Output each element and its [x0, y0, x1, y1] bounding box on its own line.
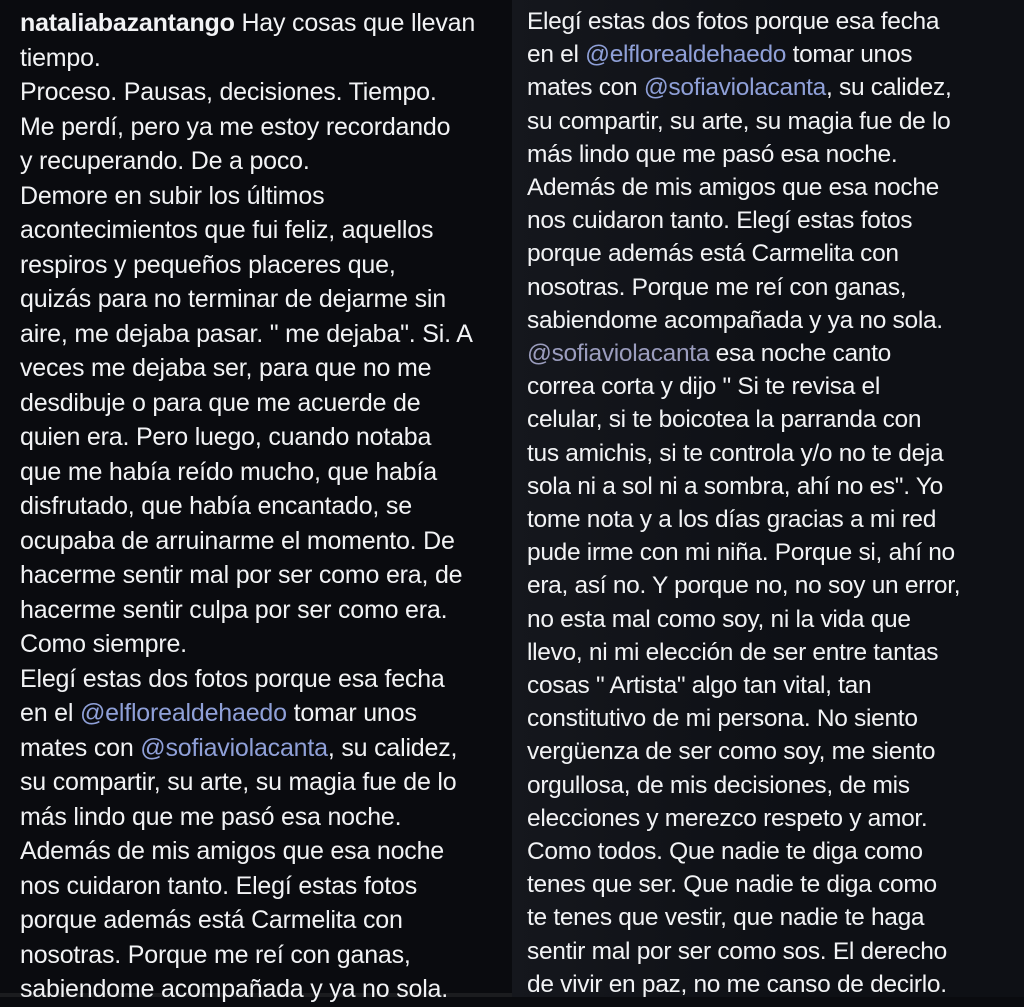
text-line [527, 702, 1021, 735]
caption-text: hacerme sentir culpa por ser como era. [20, 595, 448, 624]
caption-text: pude irme con mi niña. Porque si, ahí no [527, 539, 955, 567]
caption-text: celular, si te boicotea la parranda con [527, 406, 922, 434]
text-line [20, 455, 512, 490]
caption-text: tomar unos [786, 41, 913, 69]
text-line [20, 903, 512, 938]
caption-text: más lindo que me pasó esa noche. [527, 140, 898, 168]
text-line [527, 603, 1021, 636]
text-line [527, 935, 1021, 968]
caption-text: mates con [527, 74, 644, 102]
text-line [20, 420, 512, 455]
text-line [20, 144, 512, 179]
mention-link[interactable]: @elflorealdehaedo [79, 699, 287, 727]
text-line [20, 731, 512, 766]
caption-text: disfrutado, que había encantado, se [20, 492, 412, 520]
caption-text: sola ni a sol ni a sombra, ahí no es". Yo [527, 472, 943, 500]
text-line [527, 968, 1021, 1001]
text-line [20, 800, 512, 835]
text-line [527, 437, 1021, 470]
text-line [20, 662, 512, 697]
caption-text: vergüenza de ser como soy, me siento [527, 738, 936, 766]
text-line [20, 489, 512, 524]
caption-text: de vivir en paz, no me canso de decirlo. [527, 970, 947, 998]
caption-text: tome nota y a los días gracias a mi red [527, 506, 937, 534]
caption-text: quien era. Pero luego, cuando notaba [20, 423, 432, 451]
text-line [527, 370, 1021, 403]
caption-text: constitutivo de mi persona. No siento [527, 705, 918, 733]
mention-link[interactable]: @elflorealdehaedo [585, 41, 787, 69]
text-line [20, 351, 512, 386]
caption-text: y recuperando. De a poco. [20, 147, 310, 175]
text-line [20, 248, 512, 283]
caption-text: Demore en subir los últimos [20, 181, 325, 210]
text-line [20, 765, 512, 800]
caption-column-right [527, 5, 1021, 1001]
text-line [20, 869, 512, 904]
text-line [527, 470, 1021, 503]
text-line [527, 636, 1021, 669]
caption-text: nosotras. Porque me reí con ganas, [527, 273, 907, 301]
caption-text: cosas " Artista" algo tan vital, tan [527, 672, 872, 700]
caption-text: respiros y pequeños placeres que, [20, 250, 396, 279]
caption-text: en el [20, 699, 80, 727]
username-link[interactable]: nataliabazantango [20, 9, 235, 37]
text-line [527, 237, 1021, 270]
caption-text: orgullosa, de mis decisiones, de mis [527, 771, 910, 799]
text-line [20, 179, 512, 214]
text-line [527, 669, 1021, 702]
text-line [20, 386, 512, 421]
caption-text: quizás para no terminar de dejarme sin [20, 285, 446, 313]
text-line [527, 503, 1021, 536]
text-line [527, 171, 1021, 204]
text-line [527, 5, 1021, 38]
caption-text: más lindo que me pasó esa noche. [20, 802, 402, 831]
text-line [527, 105, 1021, 138]
text-line [527, 802, 1021, 835]
text-line [527, 138, 1021, 171]
text-line [20, 41, 512, 76]
caption-text: Además de mis amigos que esa noche [20, 837, 444, 865]
text-line [20, 75, 512, 110]
text-line [20, 627, 512, 662]
text-line [20, 6, 512, 41]
caption-text: aire, me dejaba pasar. " me dejaba". Si. A [20, 319, 473, 348]
caption-text: desdibuje o para que me acuerde de [20, 388, 421, 417]
caption-text: correa corta y dijo " Si te revisa el [527, 373, 880, 401]
caption-text: Elegí estas dos fotos porque esa fecha [527, 8, 940, 35]
text-line [527, 536, 1021, 569]
caption-text: Hay cosas que llevan [234, 9, 476, 37]
caption-text: era, así no. Y porque no, no soy un error, [527, 572, 961, 600]
caption-text: Me perdí, pero ya me estoy recordando [20, 112, 451, 141]
caption-text: tiempo. [20, 43, 101, 72]
mention-link[interactable]: @sofiaviolacanta [643, 74, 826, 102]
caption-text: tenes que ser. Que nadie te diga como [527, 871, 937, 899]
caption-text: Elegí estas dos fotos porque esa fecha [20, 664, 445, 693]
caption-text: acontecimientos que fui feliz, aquellos [20, 216, 434, 244]
caption-text: Como todos. Que nadie te diga como [527, 838, 923, 866]
text-line [527, 569, 1021, 602]
text-line [527, 403, 1021, 436]
caption-text: nosotras. Porque me reí con ganas, [20, 940, 411, 969]
caption-text: , su calidez, [826, 74, 952, 102]
text-line [20, 282, 512, 317]
caption-text: porque además está Carmelita con [20, 906, 403, 934]
text-line [20, 696, 512, 731]
text-line [20, 524, 512, 559]
text-line [20, 317, 512, 352]
caption-text: ocupaba de arruinarme el momento. De [20, 526, 455, 555]
mention-link[interactable]: @sofiaviolacanta [527, 340, 710, 368]
text-line [527, 868, 1021, 901]
text-line [527, 735, 1021, 768]
mention-link[interactable]: @sofiaviolacanta [140, 733, 328, 762]
text-line [527, 835, 1021, 868]
text-line [20, 834, 512, 869]
caption-text: Como siempre. [20, 630, 187, 658]
text-line [527, 769, 1021, 802]
caption-text: hacerme sentir mal por ser como era, de [20, 561, 463, 589]
text-line [527, 204, 1021, 237]
caption-text: Proceso. Pausas, decisiones. Tiempo. [20, 78, 437, 106]
caption-text: nos cuidaron tanto. Elegí estas fotos [20, 871, 418, 900]
text-line [20, 213, 512, 248]
caption-text: te tenes que vestir, que nadie te haga [527, 904, 925, 932]
text-line [527, 304, 1021, 337]
caption-text: no esta mal como soy, ni la vida que [527, 605, 911, 633]
text-line [20, 110, 512, 145]
caption-text: , su calidez, [327, 733, 458, 762]
caption-text: sabiendome acompañada y ya no sola. [527, 306, 943, 334]
caption-text: su compartir, su arte, su magia fue de lo [20, 768, 457, 796]
text-line [527, 38, 1021, 71]
caption-text: elecciones y merezco respeto y amor. [527, 804, 928, 832]
caption-text: mates con [20, 733, 141, 762]
caption-text: que me había reído mucho, que había [20, 457, 437, 486]
caption-text: esa noche canto [709, 340, 891, 368]
text-line [20, 558, 512, 593]
caption-text: veces me dejaba ser, para que no me [20, 354, 432, 382]
caption-text: nos cuidaron tanto. Elegí estas fotos [527, 207, 913, 235]
caption-text: tus amichis, si te controla y/o no te deja [527, 439, 944, 467]
caption-text: en el [527, 41, 586, 69]
text-line [527, 337, 1021, 370]
caption-text: llevo, ni mi elección de ser entre tantas [527, 638, 939, 666]
text-line [20, 593, 512, 628]
text-line [527, 901, 1021, 934]
caption-text: tomar unos [286, 699, 417, 727]
text-line [527, 271, 1021, 304]
caption-text: sabiendome acompañada y ya no sola. [20, 975, 449, 1003]
text-line [20, 938, 512, 973]
text-line [527, 71, 1021, 104]
text-line [20, 972, 512, 1007]
caption-text: su compartir, su arte, su magia fue de lo [527, 107, 951, 135]
caption-column-left [20, 6, 512, 1007]
caption-text: Además de mis amigos que esa noche [527, 174, 939, 202]
caption-text: sentir mal por ser como sos. El derecho [527, 937, 947, 965]
caption-text: porque además está Carmelita con [527, 240, 899, 268]
